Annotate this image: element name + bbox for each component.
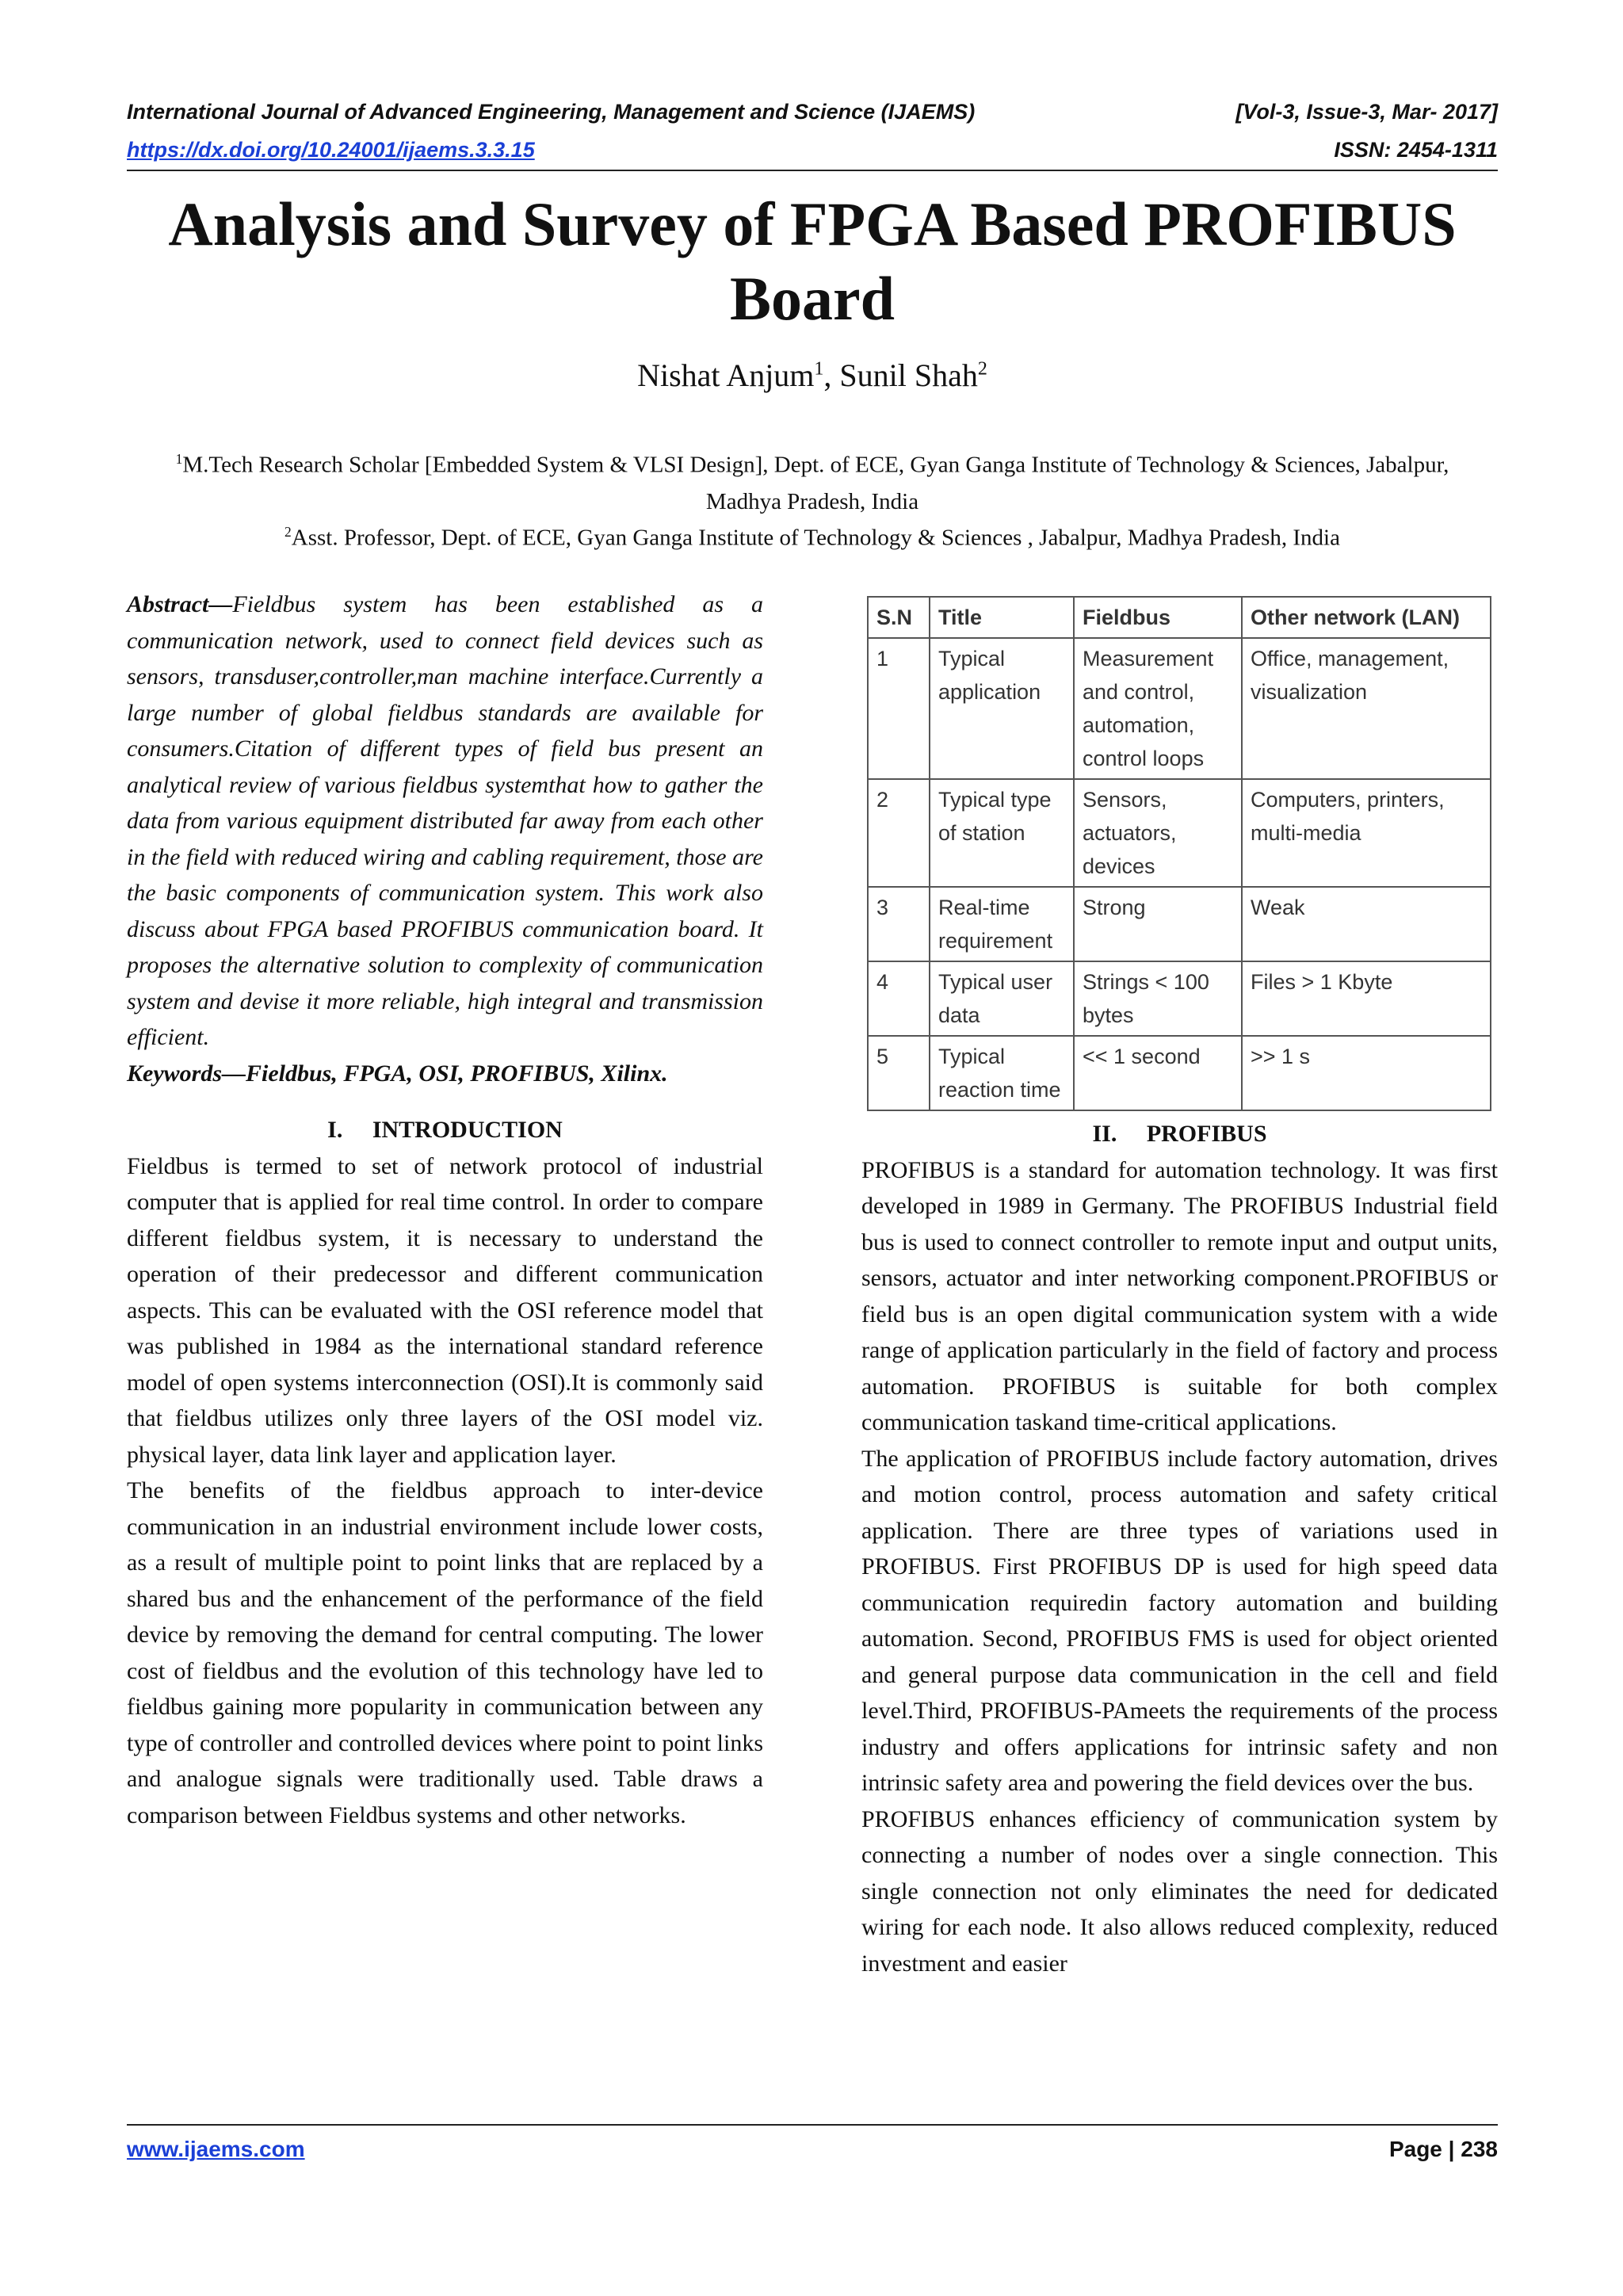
paper-title: Analysis and Survey of FPGA Based PROFIBUS Board <box>168 189 1457 333</box>
table-cell: Strings < 100 bytes <box>1074 961 1242 1036</box>
table-cell: Typical reaction time <box>930 1036 1074 1110</box>
table-cell: Computers, printers, multi-media <box>1242 779 1491 887</box>
author-sep: , <box>823 357 840 393</box>
section-2-paragraph-2: The application of PROFIBUS include factory automation, drives and motion control, process automation and safety critical application. There are three types of variations used in PROFIBUS. First PROFIBUS DP is used for high speed data communication requiredin factory automation and building automation. Second, PROFIBUS FMS is used for object oriented and general purpose data communication in the cell and field level.Third, PROFIBUS-PAmeets the requirements of the process industry and offers applications for intrinsic safety and non intrinsic safety area and powering the field devices over the bus. <box>861 1445 1498 1796</box>
section-1-heading: I. INTRODUCTION <box>327 1117 563 1143</box>
footer-rule <box>127 2124 1498 2126</box>
table-cell: Strong <box>1074 887 1242 961</box>
left-column <box>127 586 763 1833</box>
table-cell: << 1 second <box>1074 1036 1242 1110</box>
header-rule <box>127 170 1498 171</box>
table-header-title: Title <box>930 597 1074 638</box>
journal-name: International Journal of Advanced Engineering, Management and Science (IJAEMS) <box>127 100 976 124</box>
table-cell: Real-time requirement <box>930 887 1074 961</box>
table-row <box>868 779 1491 887</box>
table-cell: >> 1 s <box>1242 1036 1491 1110</box>
author-1-sup: 1 <box>814 358 824 380</box>
affiliation-1-sup: 1 <box>175 451 183 467</box>
volume-info: [Vol-3, Issue-3, Mar- 2017] <box>1235 100 1498 124</box>
table-cell: 3 <box>868 887 930 961</box>
table-cell: 2 <box>868 779 930 887</box>
table-row <box>868 961 1491 1036</box>
table-row <box>868 887 1491 961</box>
table-cell: Typical user data <box>930 961 1074 1036</box>
table-cell: Typical application <box>930 638 1074 779</box>
table-row <box>868 638 1491 779</box>
section-2-paragraph-1: PROFIBUS is a standard for automation technology. It was first developed in 1989 in Germany. The PROFIBUS Industrial field bus is used to connect controller to remote input and output units, sensors, actuator and inter networking component.PROFIBUS or field bus is an open digital communication system with a wide range of application particularly in the field of factory and process automation. PROFIBUS is suitable for both complex communication taskand time-critical applications. <box>861 1156 1498 1435</box>
authors <box>127 357 1498 394</box>
right-column <box>861 1116 1498 1981</box>
author-2: Sunil Shah <box>839 357 978 393</box>
table-header-sn: S.N <box>868 597 930 638</box>
table-row <box>868 1036 1491 1110</box>
affiliation-2 <box>158 514 1466 556</box>
table-cell: Office, management, visualization <box>1242 638 1491 779</box>
table-cell: Files > 1 Kbyte <box>1242 961 1491 1036</box>
section-1-paragraph-1: Fieldbus is termed to set of network protocol of industrial computer that is applied for real time control. In order to compare different fieldbus system, it is necessary to understand the operation of their predecessor and different communication aspects. This can be evaluated with the OSI reference model that was published in 1984 as the international standard reference model of open systems interconnection (OSI).It is commonly said that fieldbus utilizes only three layers of the OSI model viz. physical layer, data link layer and application layer. <box>127 1152 763 1468</box>
section-2-paragraph-3: PROFIBUS enhances efficiency of communication system by connecting a number of nodes over a single connection. This single connection not only eliminates the need for dedicated wiring for each node. It also allows reduced complexity, reduced investment and easier <box>861 1805 1498 1977</box>
comparison-table <box>867 596 1491 1111</box>
abstract-text: Fieldbus system has been established as a communication network, used to connect field devices such as sensors, transduser,controller,man machine interface.Currently a large number of global fieldbus standards are available for consumers.Citation of different types of field bus present an analytical review of various fieldbus systemthat how to gather the data from various equipment distributed far away from each other in the field with reduced wiring and cabling requirement, those are the basic components of communication system. This work also discuss about FPGA based PROFIBUS communication board. It proposes the alternative solution to complexity of communication system and devise it more reliable, high integral and transmission efficient. <box>127 591 763 1050</box>
doi-link[interactable]: https://dx.doi.org/10.24001/ijaems.3.3.15 <box>127 138 535 162</box>
table-cell: 5 <box>868 1036 930 1110</box>
section-1-paragraph-2: The benefits of the fieldbus approach to inter-device communication in an industrial environment include lower costs, as a result of multiple point to point links that are replaced by a shared bus and the enhancement of the performance of the field device by removing the demand for central computing. The lower cost of fieldbus and the evolution of this technology have led to fieldbus gaining more popularity in communication between any type of controller and controlled devices where point to point links and analogue signals were traditionally used. Table draws a comparison between Fieldbus systems and other networks. <box>127 1477 763 1828</box>
author-2-sup: 2 <box>977 358 987 380</box>
table-cell: Typical type of station <box>930 779 1074 887</box>
abstract <box>127 586 763 1056</box>
table-cell: Weak <box>1242 887 1491 961</box>
table-header-row <box>868 597 1491 638</box>
section-2-heading: II. PROFIBUS <box>1092 1121 1267 1147</box>
keywords: Keywords—Fieldbus, FPGA, OSI, PROFIBUS, Xilinx. <box>127 1060 668 1087</box>
doi-container <box>127 138 535 162</box>
table-cell: Measurement and control, automation, control loops <box>1074 638 1242 779</box>
table-header-other-network: Other network (LAN) <box>1242 597 1491 638</box>
abstract-label: Abstract— <box>127 591 233 617</box>
affiliation-1-text: M.Tech Research Scholar [Embedded System & VLSI Design], Dept. of ECE, Gyan Ganga Institute of Technology & Sciences, Jabalpur, Madhya Pradesh, India <box>182 452 1449 514</box>
table-header-fieldbus: Fieldbus <box>1074 597 1242 638</box>
table-cell: 1 <box>868 638 930 779</box>
footer-website-container <box>127 2137 305 2162</box>
author-1: Nishat Anjum <box>637 357 815 393</box>
table-cell: Sensors, actuators, devices <box>1074 779 1242 887</box>
page-number: Page | 238 <box>1388 2137 1498 2161</box>
affiliation-1 <box>158 441 1466 520</box>
issn: ISSN: 2454-1311 <box>1334 138 1498 162</box>
table-cell: 4 <box>868 961 930 1036</box>
affiliation-2-text: Asst. Professor, Dept. of ECE, Gyan Ganga Institute of Technology & Sciences , Jabalpur, Madhya Pradesh, India <box>291 525 1340 551</box>
footer-website-link[interactable]: www.ijaems.com <box>127 2137 305 2161</box>
affiliation-2-sup: 2 <box>285 524 292 540</box>
